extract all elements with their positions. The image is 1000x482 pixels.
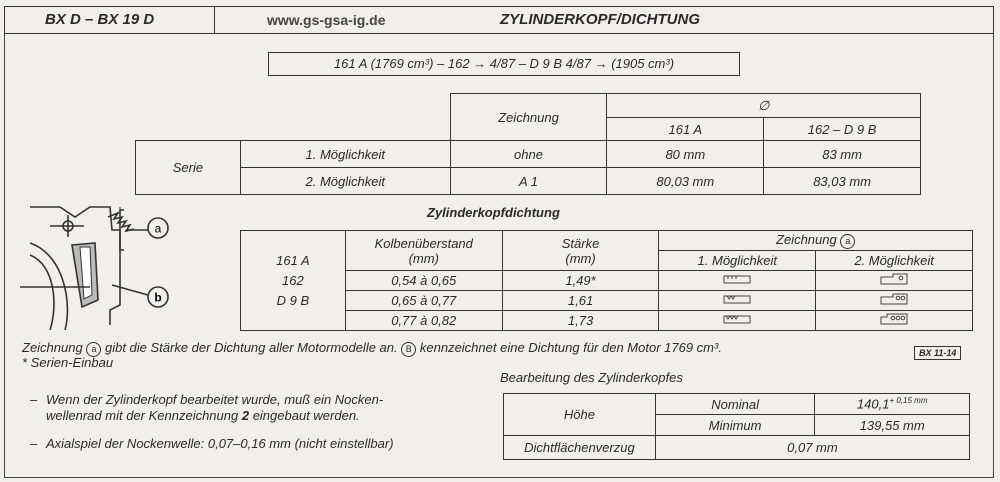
- bullet-2-text: Axialspiel der Nockenwelle: 0,07–0,16 mm (nicht einstellbar): [46, 436, 394, 451]
- col-161a: 161 A: [607, 118, 764, 141]
- mark-a-icon: a: [86, 342, 101, 357]
- row-label: 1. Möglichkeit: [240, 141, 450, 168]
- mark-b-icon: B: [401, 342, 416, 357]
- mark-a-icon: a: [840, 234, 855, 249]
- bullet-1-line2-pre: wellenrad mit der Kennzeichnung: [46, 408, 242, 423]
- reference-code: BX 11-14: [914, 346, 961, 360]
- nominal-label: Nominal: [655, 394, 815, 415]
- diagram-label-b: b: [154, 290, 162, 305]
- staerke-value: 1,73: [502, 311, 659, 331]
- bullet-1-dash: –: [30, 392, 38, 407]
- bore-table: [135, 93, 921, 195]
- row-value-161a: 80,03 mm: [607, 168, 764, 195]
- note-prefix: Zeichnung: [22, 340, 83, 355]
- zeichnung-a-header: [659, 231, 973, 251]
- minimum-value: 139,55 mm: [815, 415, 970, 436]
- kolben-value: 0,77 à 0,82: [345, 311, 502, 331]
- bullet-1-line2: [46, 408, 360, 423]
- note-end: kennzeichnet eine Dichtung für den Motor 1769 cm³.: [419, 340, 722, 355]
- engine-d9b: D 9 B: [276, 292, 310, 308]
- diameter-symbol: ∅: [607, 94, 921, 118]
- m2-mark-3: [816, 311, 973, 331]
- bullet-1-line1: Wenn der Zylinderkopf bearbeitet wurde, muß ein Nocken-: [46, 392, 384, 407]
- page-title: ZYLINDERKOPF/DICHTUNG: [500, 11, 700, 28]
- note-zeichnung: [22, 340, 722, 357]
- verzug-label: Dichtflächenverzug: [504, 436, 656, 460]
- gasket-table: [240, 230, 973, 331]
- m2-mark-2: [816, 291, 973, 311]
- engine-list: [241, 231, 346, 331]
- hoehe-label: Höhe: [504, 394, 656, 436]
- model-label: BX D – BX 19 D: [5, 7, 215, 33]
- row-group-serie: Serie: [136, 141, 241, 195]
- m2-header: 2. Möglichkeit: [816, 251, 973, 271]
- note-serien: * Serien-Einbau: [22, 355, 114, 370]
- row-value-162: 83,03 mm: [764, 168, 921, 195]
- m1-header: 1. Möglichkeit: [659, 251, 816, 271]
- kolben-unit: (mm): [408, 250, 439, 266]
- engine-162: 162: [282, 272, 304, 288]
- cylinder-head-diagram: [20, 195, 180, 330]
- engine-line-box: 161 A (1769 cm³) – 162 → 4/87 – D 9 B 4/87 → (1905 cm³): [268, 52, 740, 76]
- m2-mark-1: [816, 271, 973, 291]
- row-zeichnung: ohne: [450, 141, 607, 168]
- verzug-value: 0,07 mm: [655, 436, 969, 460]
- staerke-title: Stärke: [561, 235, 600, 251]
- blank-corner: [136, 94, 451, 141]
- nominal-number: 140,1: [856, 396, 890, 412]
- m1-mark-3: [659, 311, 816, 331]
- row-value-162: 83 mm: [764, 141, 921, 168]
- staerke-value: 1,61: [502, 291, 659, 311]
- zeichnung-label: Zeichnung: [776, 232, 837, 247]
- bullet-2-dash: –: [30, 436, 38, 451]
- bullet-1-bold: 2: [241, 408, 250, 423]
- bullet-1-line2-post: eingebaut werden.: [249, 408, 360, 423]
- website-label: www.gs-gsa-ig.de: [267, 12, 386, 28]
- header-bar: [4, 6, 994, 34]
- note-mid: gibt die Stärke der Dichtung aller Motormodelle an.: [104, 340, 398, 355]
- row-value-161a: 80 mm: [607, 141, 764, 168]
- nominal-tolerance: + 0,15 mm: [889, 396, 928, 406]
- m1-mark-1: [659, 271, 816, 291]
- nominal-value: [815, 394, 970, 415]
- kolben-header: [345, 231, 502, 271]
- row-zeichnung: A 1: [450, 168, 607, 195]
- gasket-table-title: Zylinderkopfdichtung: [427, 205, 560, 220]
- kolben-value: 0,54 à 0,65: [345, 271, 502, 291]
- engine-161a: 161 A: [276, 252, 310, 268]
- machining-title: Bearbeitung des Zylinderkopfes: [500, 370, 683, 385]
- m1-mark-2: [659, 291, 816, 311]
- diagram-label-a: a: [154, 221, 162, 236]
- staerke-unit: (mm): [565, 250, 596, 266]
- kolben-value: 0,65 à 0,77: [345, 291, 502, 311]
- kolben-title: Kolbenüberstand: [374, 235, 473, 251]
- staerke-value: 1,49*: [502, 271, 659, 291]
- minimum-label: Minimum: [655, 415, 815, 436]
- col-162d9b: 162 – D 9 B: [764, 118, 921, 141]
- zeichnung-header: Zeichnung: [450, 94, 607, 141]
- staerke-header: [502, 231, 659, 271]
- machining-table: [503, 393, 970, 460]
- row-label: 2. Möglichkeit: [240, 168, 450, 195]
